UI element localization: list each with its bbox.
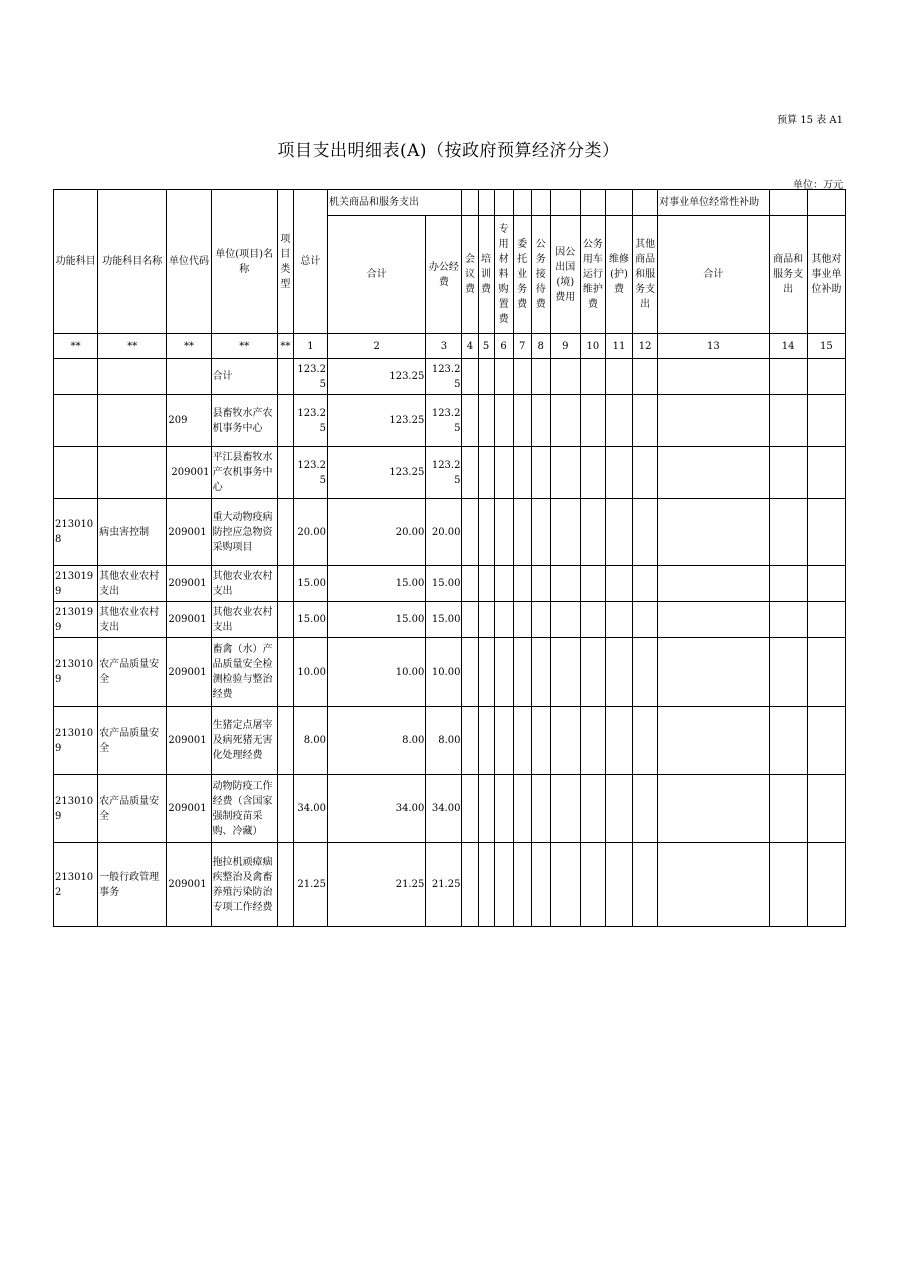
cell-empty — [658, 602, 769, 638]
cell-total: 123.25 — [293, 359, 327, 395]
index-cell: 3 — [426, 334, 462, 359]
cell-empty — [658, 775, 769, 843]
cell-empty — [807, 707, 845, 775]
cell-empty — [462, 707, 478, 775]
index-cell: 7 — [513, 334, 531, 359]
cell-project-type — [277, 566, 293, 602]
cell-empty — [513, 566, 531, 602]
cell-empty — [769, 775, 807, 843]
cell-empty — [658, 395, 769, 447]
cell-empty — [550, 602, 580, 638]
cell-unit-name: 合计 — [211, 359, 277, 395]
cell-unit-name: 其他农业农村支出 — [211, 566, 277, 602]
header-training: 培训费 — [478, 216, 494, 334]
cell-func-code: 2130109 — [54, 638, 98, 707]
cell-goods-total: 34.00 — [327, 775, 425, 843]
cell-unit-name: 平江县畜牧水产农机事务中心 — [211, 447, 277, 499]
cell-empty — [769, 447, 807, 499]
cell-empty — [580, 602, 605, 638]
cell-empty — [478, 775, 494, 843]
cell-office: 15.00 — [426, 566, 462, 602]
table-row — [54, 566, 846, 602]
cell-empty — [550, 499, 580, 566]
cell-func-name: 其他农业农村支出 — [98, 602, 167, 638]
cell-project-type — [277, 359, 293, 395]
cell-office: 123.25 — [426, 447, 462, 499]
cell-empty — [807, 395, 845, 447]
header-empty — [478, 190, 494, 216]
cell-empty — [494, 447, 513, 499]
cell-unit-code: 209 — [167, 395, 211, 447]
cell-office: 15.00 — [426, 602, 462, 638]
header-row-1 — [54, 190, 846, 216]
cell-empty — [605, 566, 632, 602]
cell-total: 8.00 — [293, 707, 327, 775]
cell-empty — [658, 843, 769, 927]
cell-func-code: 2130199 — [54, 566, 98, 602]
cell-unit-code: 209001 — [167, 447, 211, 499]
cell-empty — [658, 566, 769, 602]
cell-empty — [531, 843, 550, 927]
cell-empty — [478, 447, 494, 499]
cell-empty — [769, 638, 807, 707]
index-cell: ** — [211, 334, 277, 359]
cell-empty — [494, 707, 513, 775]
cell-office: 34.00 — [426, 775, 462, 843]
index-cell: 11 — [605, 334, 632, 359]
cell-empty — [478, 566, 494, 602]
cell-goods-total: 20.00 — [327, 499, 425, 566]
cell-empty — [462, 638, 478, 707]
cell-goods-total: 8.00 — [327, 707, 425, 775]
index-cell: 2 — [327, 334, 425, 359]
cell-unit-name: 重大动物疫病防控应急物资采购项目 — [211, 499, 277, 566]
cell-empty — [807, 499, 845, 566]
header-vehicle: 公务用车运行维护费 — [580, 216, 605, 334]
index-cell: ** — [277, 334, 293, 359]
cell-goods-total: 10.00 — [327, 638, 425, 707]
cell-empty — [494, 566, 513, 602]
header-subsidy-goods: 商品和服务支出 — [769, 216, 807, 334]
header-subsidy-total: 合计 — [658, 216, 769, 334]
cell-empty — [513, 359, 531, 395]
cell-empty — [478, 359, 494, 395]
cell-empty — [478, 707, 494, 775]
cell-empty — [494, 843, 513, 927]
header-empty — [462, 190, 478, 216]
cell-project-type — [277, 602, 293, 638]
cell-func-code — [54, 447, 98, 499]
cell-total: 21.25 — [293, 843, 327, 927]
cell-empty — [513, 602, 531, 638]
cell-empty — [633, 395, 658, 447]
cell-empty — [462, 499, 478, 566]
cell-unit-name: 拖拉机顽瘴痼疾整治及禽畜养殖污染防治专项工作经费 — [211, 843, 277, 927]
cell-goods-total: 15.00 — [327, 566, 425, 602]
cell-empty — [807, 447, 845, 499]
cell-office: 21.25 — [426, 843, 462, 927]
index-cell: 5 — [478, 334, 494, 359]
unit-label: 单位：万元 — [793, 180, 843, 191]
header-unit-code: 单位代码 — [167, 190, 211, 334]
cell-empty — [633, 707, 658, 775]
table-code: 预算 15 表 A1 — [777, 115, 843, 126]
index-cell: ** — [98, 334, 167, 359]
cell-empty — [807, 775, 845, 843]
cell-empty — [658, 447, 769, 499]
cell-empty — [580, 843, 605, 927]
cell-empty — [605, 775, 632, 843]
cell-empty — [633, 359, 658, 395]
cell-empty — [462, 447, 478, 499]
cell-func-code: 2130199 — [54, 602, 98, 638]
cell-empty — [494, 638, 513, 707]
cell-office: 10.00 — [426, 638, 462, 707]
cell-unit-code: 209001 — [167, 707, 211, 775]
cell-empty — [462, 395, 478, 447]
index-cell: 13 — [658, 334, 769, 359]
cell-empty — [531, 566, 550, 602]
cell-empty — [658, 359, 769, 395]
cell-unit-code: 209001 — [167, 775, 211, 843]
cell-empty — [550, 843, 580, 927]
cell-empty — [769, 843, 807, 927]
header-group-subsidy: 对事业单位经常性补助 — [658, 190, 769, 216]
header-materials: 专用材料购置费 — [494, 216, 513, 334]
cell-unit-name: 县畜牧水产农机事务中心 — [211, 395, 277, 447]
cell-empty — [807, 843, 845, 927]
cell-unit-code: 209001 — [167, 499, 211, 566]
cell-empty — [478, 602, 494, 638]
header-group-goods: 机关商品和服务支出 — [327, 190, 461, 216]
cell-empty — [769, 359, 807, 395]
cell-empty — [550, 447, 580, 499]
page-title: 项目支出明细表(A)（按政府预算经济分类） — [277, 141, 620, 161]
cell-project-type — [277, 499, 293, 566]
index-cell: ** — [54, 334, 98, 359]
cell-project-type — [277, 638, 293, 707]
table-row — [54, 447, 846, 499]
cell-empty — [513, 843, 531, 927]
cell-empty — [550, 775, 580, 843]
header-office: 办公经费 — [426, 216, 462, 334]
table-row — [54, 602, 846, 638]
cell-empty — [550, 359, 580, 395]
cell-empty — [605, 359, 632, 395]
cell-empty — [513, 638, 531, 707]
cell-empty — [462, 602, 478, 638]
cell-office: 20.00 — [426, 499, 462, 566]
cell-empty — [462, 775, 478, 843]
cell-empty — [807, 566, 845, 602]
table-row — [54, 499, 846, 566]
table-row — [54, 775, 846, 843]
cell-func-name: 农产品质量安全 — [98, 707, 167, 775]
header-empty — [550, 190, 580, 216]
cell-empty — [769, 602, 807, 638]
cell-empty — [478, 395, 494, 447]
cell-func-name: 一般行政管理事务 — [98, 843, 167, 927]
cell-empty — [633, 602, 658, 638]
header-empty — [494, 190, 513, 216]
cell-empty — [513, 499, 531, 566]
cell-office: 123.25 — [426, 359, 462, 395]
cell-empty — [550, 707, 580, 775]
cell-func-code: 2130108 — [54, 499, 98, 566]
cell-empty — [462, 566, 478, 602]
cell-empty — [478, 843, 494, 927]
cell-empty — [494, 499, 513, 566]
header-unit-name: 单位(项目)名称 — [211, 190, 277, 334]
cell-empty — [513, 775, 531, 843]
cell-goods-total: 15.00 — [327, 602, 425, 638]
cell-empty — [580, 395, 605, 447]
cell-empty — [769, 499, 807, 566]
index-cell: 8 — [531, 334, 550, 359]
header-project-type: 项目类型 — [277, 190, 293, 334]
header-func-name: 功能科目名称 — [98, 190, 167, 334]
cell-empty — [531, 707, 550, 775]
cell-total: 20.00 — [293, 499, 327, 566]
cell-empty — [513, 395, 531, 447]
cell-empty — [807, 359, 845, 395]
table-row — [54, 395, 846, 447]
cell-empty — [605, 707, 632, 775]
index-cell: ** — [167, 334, 211, 359]
cell-office: 8.00 — [426, 707, 462, 775]
index-row — [54, 334, 846, 359]
cell-total: 123.25 — [293, 395, 327, 447]
cell-total: 15.00 — [293, 602, 327, 638]
cell-empty — [531, 638, 550, 707]
cell-empty — [550, 566, 580, 602]
header-abroad: 因公出国(境)费用 — [550, 216, 580, 334]
table-row — [54, 638, 846, 707]
index-cell: 10 — [580, 334, 605, 359]
header-other-goods: 其他商品和服务支出 — [633, 216, 658, 334]
cell-empty — [531, 447, 550, 499]
cell-empty — [550, 395, 580, 447]
header-reception: 公务接待费 — [531, 216, 550, 334]
index-cell: 6 — [494, 334, 513, 359]
cell-project-type — [277, 707, 293, 775]
header-meeting: 会议费 — [462, 216, 478, 334]
cell-empty — [531, 775, 550, 843]
cell-empty — [494, 775, 513, 843]
cell-empty — [531, 359, 550, 395]
cell-empty — [462, 843, 478, 927]
header-goods-total: 合计 — [327, 216, 425, 334]
cell-empty — [580, 638, 605, 707]
index-cell: 15 — [807, 334, 845, 359]
cell-empty — [580, 359, 605, 395]
cell-func-code: 2130109 — [54, 707, 98, 775]
cell-project-type — [277, 843, 293, 927]
cell-empty — [605, 638, 632, 707]
index-cell: 12 — [633, 334, 658, 359]
cell-empty — [769, 566, 807, 602]
header-empty — [807, 190, 845, 216]
cell-empty — [494, 359, 513, 395]
cell-empty — [531, 395, 550, 447]
cell-unit-code — [167, 359, 211, 395]
header-empty — [769, 190, 807, 216]
cell-empty — [658, 638, 769, 707]
cell-empty — [633, 843, 658, 927]
cell-empty — [605, 395, 632, 447]
cell-goods-total: 123.25 — [327, 447, 425, 499]
cell-empty — [531, 499, 550, 566]
header-empty — [513, 190, 531, 216]
cell-func-code: 2130109 — [54, 775, 98, 843]
cell-unit-name: 畜禽（水）产品质量安全检测检验与整治经费 — [211, 638, 277, 707]
header-subsidy-other: 其他对事业单位补助 — [807, 216, 845, 334]
cell-func-code — [54, 395, 98, 447]
expenditure-table — [53, 189, 846, 927]
cell-func-code — [54, 359, 98, 395]
cell-empty — [605, 447, 632, 499]
cell-func-name: 农产品质量安全 — [98, 638, 167, 707]
index-cell: 9 — [550, 334, 580, 359]
table-body — [54, 359, 846, 927]
cell-empty — [633, 447, 658, 499]
cell-empty — [807, 638, 845, 707]
cell-empty — [580, 775, 605, 843]
cell-empty — [807, 602, 845, 638]
cell-unit-code: 209001 — [167, 602, 211, 638]
cell-empty — [633, 775, 658, 843]
index-cell: 4 — [462, 334, 478, 359]
cell-project-type — [277, 395, 293, 447]
cell-empty — [478, 499, 494, 566]
cell-empty — [605, 843, 632, 927]
cell-total: 15.00 — [293, 566, 327, 602]
cell-func-name — [98, 395, 167, 447]
cell-project-type — [277, 447, 293, 499]
cell-unit-name: 动物防疫工作经费（含国家强制疫苗采购、冷藏） — [211, 775, 277, 843]
cell-unit-code: 209001 — [167, 638, 211, 707]
cell-func-name: 其他农业农村支出 — [98, 566, 167, 602]
cell-empty — [633, 638, 658, 707]
header-empty — [605, 190, 632, 216]
cell-empty — [580, 447, 605, 499]
cell-total: 123.25 — [293, 447, 327, 499]
cell-empty — [513, 707, 531, 775]
cell-unit-code: 209001 — [167, 843, 211, 927]
header-empty — [531, 190, 550, 216]
cell-total: 34.00 — [293, 775, 327, 843]
cell-empty — [633, 499, 658, 566]
cell-func-name — [98, 447, 167, 499]
cell-empty — [658, 707, 769, 775]
cell-empty — [513, 447, 531, 499]
cell-empty — [580, 499, 605, 566]
cell-empty — [605, 499, 632, 566]
header-empty — [580, 190, 605, 216]
cell-empty — [769, 707, 807, 775]
cell-unit-name: 生猪定点屠宰及病死猪无害化处理经费 — [211, 707, 277, 775]
cell-goods-total: 123.25 — [327, 395, 425, 447]
cell-project-type — [277, 775, 293, 843]
cell-goods-total: 123.25 — [327, 359, 425, 395]
header-func-code: 功能科目 — [54, 190, 98, 334]
cell-empty — [494, 602, 513, 638]
table-row — [54, 843, 846, 927]
cell-empty — [605, 602, 632, 638]
header-total: 总计 — [293, 190, 327, 334]
cell-office: 123.25 — [426, 395, 462, 447]
cell-empty — [462, 359, 478, 395]
cell-empty — [494, 395, 513, 447]
cell-total: 10.00 — [293, 638, 327, 707]
cell-func-code: 2130102 — [54, 843, 98, 927]
cell-empty — [769, 395, 807, 447]
header-empty — [633, 190, 658, 216]
cell-empty — [658, 499, 769, 566]
cell-empty — [580, 566, 605, 602]
cell-func-name: 病虫害控制 — [98, 499, 167, 566]
cell-unit-code: 209001 — [167, 566, 211, 602]
cell-empty — [550, 638, 580, 707]
cell-empty — [531, 602, 550, 638]
table-row — [54, 707, 846, 775]
table-row — [54, 359, 846, 395]
header-entrusted: 委托业务费 — [513, 216, 531, 334]
cell-empty — [580, 707, 605, 775]
header-maintenance: 维修(护)费 — [605, 216, 632, 334]
index-cell: 1 — [293, 334, 327, 359]
cell-goods-total: 21.25 — [327, 843, 425, 927]
cell-func-name — [98, 359, 167, 395]
cell-empty — [633, 566, 658, 602]
cell-func-name: 农产品质量安全 — [98, 775, 167, 843]
cell-unit-name: 其他农业农村支出 — [211, 602, 277, 638]
cell-empty — [478, 638, 494, 707]
index-cell: 14 — [769, 334, 807, 359]
